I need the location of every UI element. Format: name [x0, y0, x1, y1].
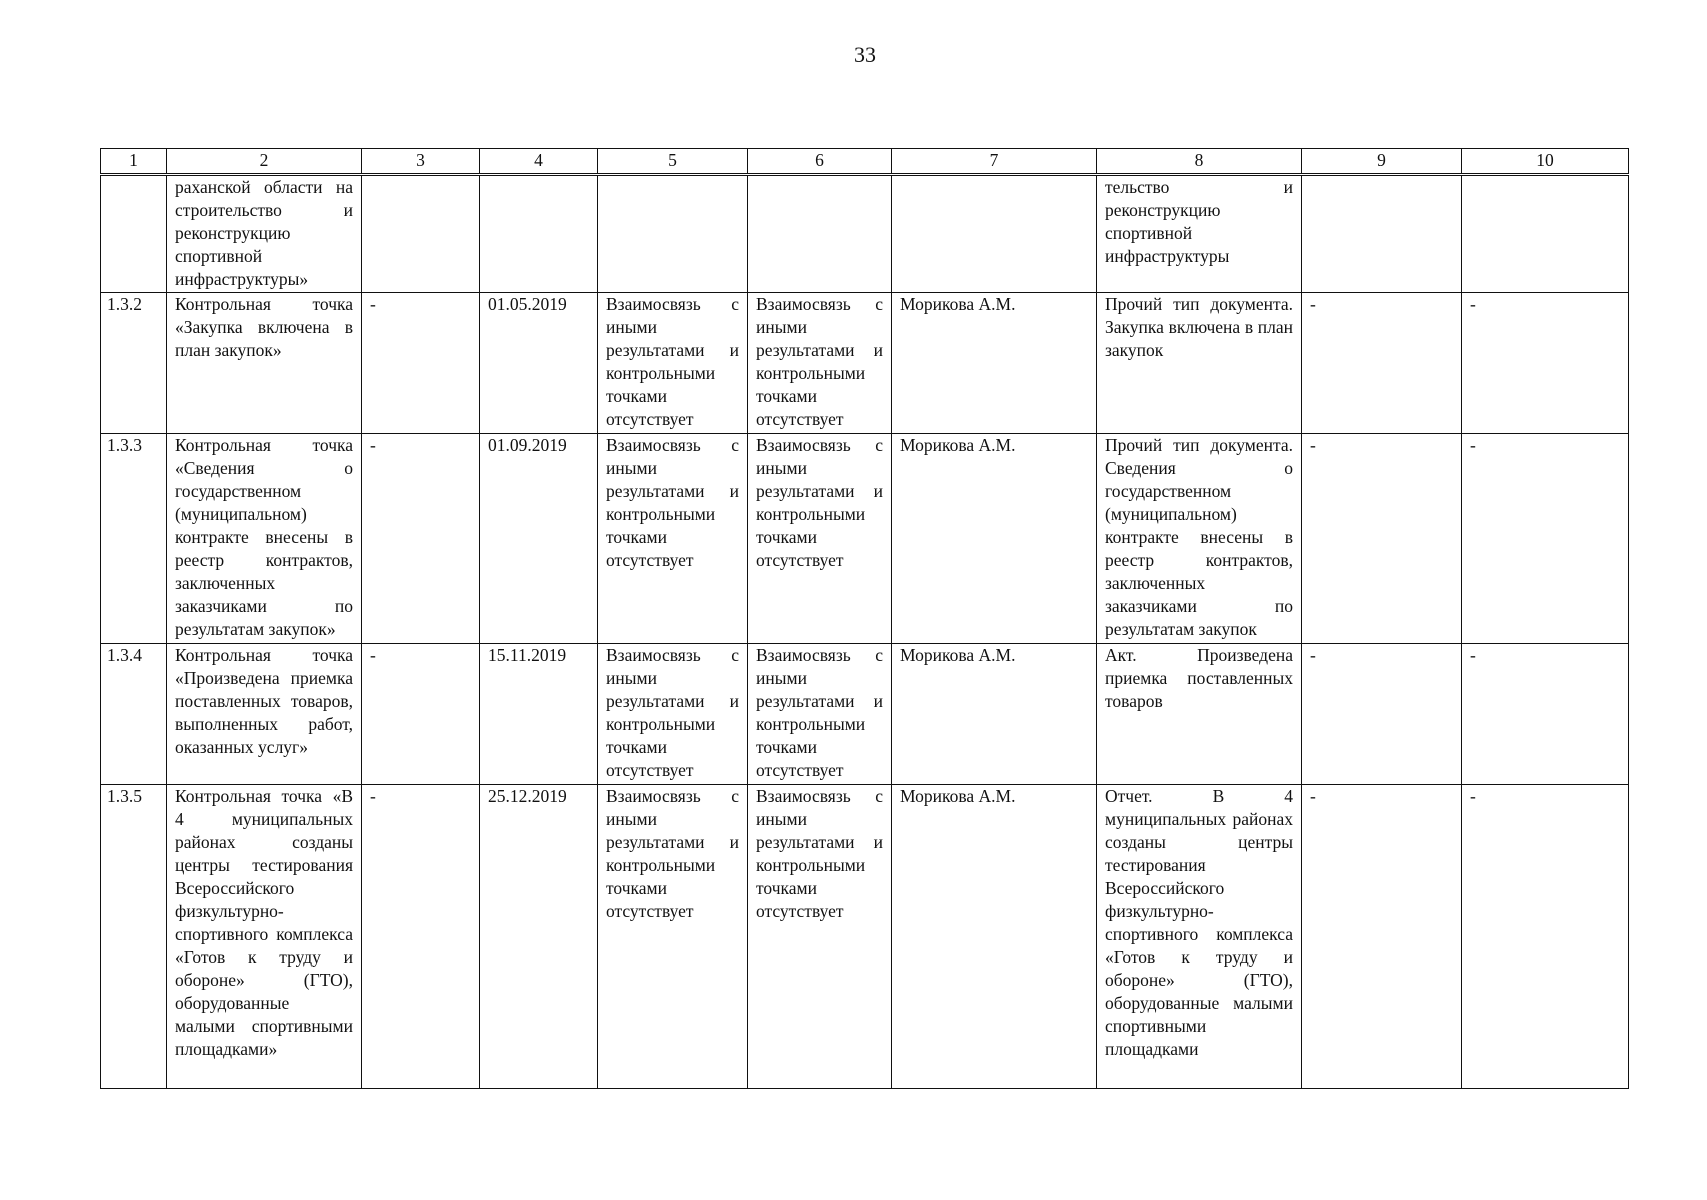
control-point-name-cell: раханской области на строительство и реконструкцию спортивной инфраструктуры»: [167, 175, 362, 293]
row-number-cell: 1.3.5: [101, 785, 167, 1089]
date-cell: 01.05.2019: [480, 293, 598, 434]
row-number-cell: 1.3.3: [101, 434, 167, 644]
row-number-cell: 1.3.2: [101, 293, 167, 434]
table-cell: -: [1302, 434, 1462, 644]
column-header: 4: [480, 149, 598, 175]
document-cell: Прочий тип документа. Сведения о государственном (муниципальном) контракте внесены в реестр контрактов, заключенных заказчиками по результатам закупок: [1097, 434, 1302, 644]
responsible-cell: Морикова А.М.: [892, 644, 1097, 785]
relation-cell: Взаимосвязь с иными результатами и контрольными точками отсутствует: [748, 785, 892, 1089]
relation-cell: Взаимосвязь с иными результатами и контрольными точками отсутствует: [748, 644, 892, 785]
column-header: 8: [1097, 149, 1302, 175]
column-header: 3: [362, 149, 480, 175]
column-header: 6: [748, 149, 892, 175]
table-cell: -: [362, 644, 480, 785]
document-cell: тельство и реконструкцию спортивной инфраструктуры: [1097, 175, 1302, 293]
table-cell: -: [362, 293, 480, 434]
table-row: [101, 785, 1629, 1089]
control-point-name-cell: Контрольная точка «В 4 муниципальных районах созданы центры тестирования Всероссийского физкультурно-спортивного комплекса «Готов к труду и обороне» (ГТО), оборудованные малыми спортивными площадками»: [167, 785, 362, 1089]
table-cell: -: [1462, 434, 1629, 644]
column-header: 1: [101, 149, 167, 175]
table-cell: [1302, 175, 1462, 293]
table-cell: [362, 175, 480, 293]
relation-cell: Взаимосвязь с иными результатами и контрольными точками отсутствует: [748, 293, 892, 434]
relation-cell: Взаимосвязь с иными результатами и контрольными точками отсутствует: [598, 785, 748, 1089]
date-cell: 15.11.2019: [480, 644, 598, 785]
date-cell: [480, 175, 598, 293]
responsible-cell: [892, 175, 1097, 293]
table-cell: -: [1302, 644, 1462, 785]
control-point-name-cell: Контрольная точка «Произведена приемка поставленных товаров, выполненных работ, оказанных услуг»: [167, 644, 362, 785]
table-row: [101, 644, 1629, 785]
column-header: 10: [1462, 149, 1629, 175]
date-cell: 25.12.2019: [480, 785, 598, 1089]
column-header: 2: [167, 149, 362, 175]
table-cell: -: [1462, 644, 1629, 785]
responsible-cell: Морикова А.М.: [892, 293, 1097, 434]
row-number-cell: 1.3.4: [101, 644, 167, 785]
relation-cell: Взаимосвязь с иными результатами и контрольными точками отсутствует: [598, 293, 748, 434]
table-cell: -: [362, 434, 480, 644]
relation-cell: Взаимосвязь с иными результатами и контрольными точками отсутствует: [748, 434, 892, 644]
table-header-row: [101, 149, 1629, 175]
relation-cell: [598, 175, 748, 293]
control-point-name-cell: Контрольная точка «Закупка включена в план закупок»: [167, 293, 362, 434]
control-points-table: [100, 148, 1629, 1089]
column-header: 7: [892, 149, 1097, 175]
table-cell: -: [1462, 293, 1629, 434]
table-row: [101, 434, 1629, 644]
table-cell: -: [1462, 785, 1629, 1089]
table-row: [101, 175, 1629, 293]
table-cell: -: [362, 785, 480, 1089]
table-cell: -: [1302, 293, 1462, 434]
responsible-cell: Морикова А.М.: [892, 434, 1097, 644]
column-header: 5: [598, 149, 748, 175]
date-cell: 01.09.2019: [480, 434, 598, 644]
page-number: 33: [854, 42, 876, 67]
table-cell: [1462, 175, 1629, 293]
control-point-name-cell: Контрольная точка «Сведения о государственном (муниципальном) контракте внесены в реестр контрактов, заключенных заказчиками по результатам закупок»: [167, 434, 362, 644]
document-cell: Акт. Произведена приемка поставленных товаров: [1097, 644, 1302, 785]
responsible-cell: Морикова А.М.: [892, 785, 1097, 1089]
table-cell: -: [1302, 785, 1462, 1089]
row-number-cell: [101, 175, 167, 293]
document-cell: Отчет. В 4 муниципальных районах созданы центры тестирования Всероссийского физкультурно-спортивного комплекса «Готов к труду и обороне» (ГТО), оборудованные малыми спортивными площадками: [1097, 785, 1302, 1089]
document-cell: Прочий тип документа. Закупка включена в план закупок: [1097, 293, 1302, 434]
column-header: 9: [1302, 149, 1462, 175]
relation-cell: Взаимосвязь с иными результатами и контрольными точками отсутствует: [598, 434, 748, 644]
relation-cell: [748, 175, 892, 293]
table-row: [101, 293, 1629, 434]
relation-cell: Взаимосвязь с иными результатами и контрольными точками отсутствует: [598, 644, 748, 785]
